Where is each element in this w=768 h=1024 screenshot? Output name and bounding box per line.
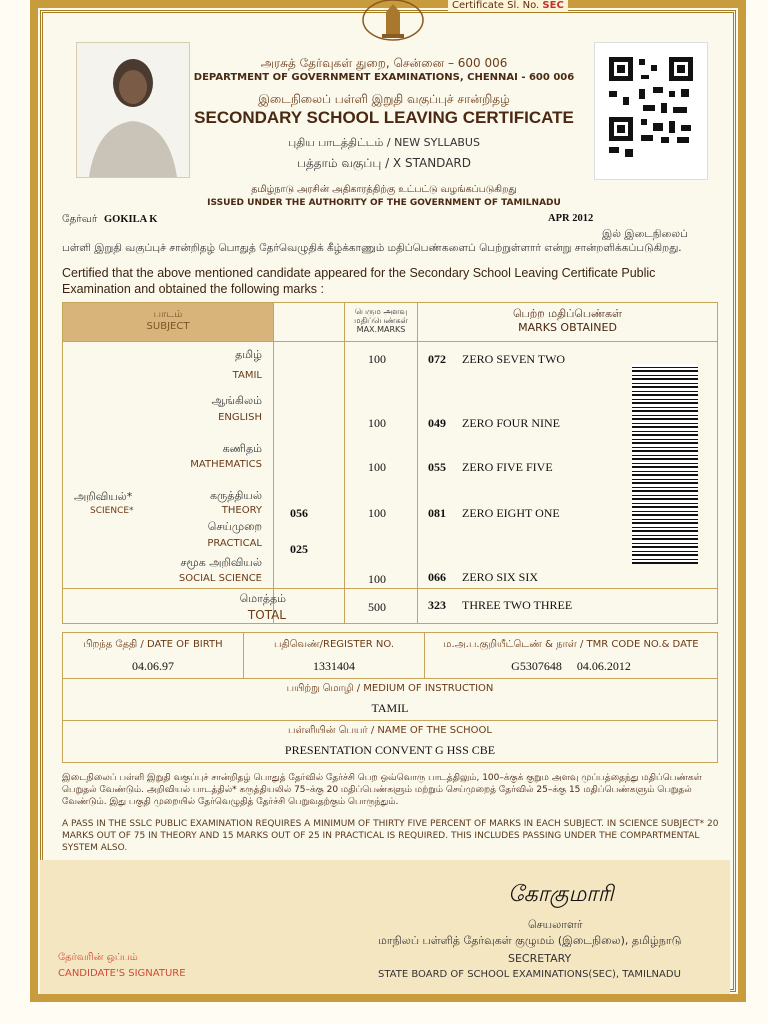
subject-theory-ta: கருத்தியல் (210, 489, 262, 502)
subject-social-ta: சமூக அறிவியல் (180, 556, 262, 569)
board-name-english: STATE BOARD OF SCHOOL EXAMINATIONS(SEC), TAMILNADU (378, 969, 681, 980)
standard: பத்தாம் வகுப்பு / X STANDARD (297, 156, 471, 170)
marks-total-words: THREE TWO THREE (462, 598, 573, 612)
subject-practical-ta: செய்முறை (207, 520, 262, 533)
marks-tamil: 072 (428, 352, 446, 366)
school-label: பள்ளியின் பெயர் / NAME OF THE SCHOOL (288, 725, 492, 736)
candidate-signature-label-english: CANDIDATE'S SIGNATURE (58, 968, 186, 979)
marks-social-words: ZERO SIX SIX (462, 570, 539, 584)
total-label-ta: மொத்தம் (239, 592, 286, 605)
subject-tamil-ta: தமிழ் (235, 348, 262, 361)
subject-tamil-en: TAMIL (232, 370, 262, 381)
total-label-en: TOTAL (247, 608, 286, 622)
register-label: பதிவெண்/REGISTER NO. (273, 639, 395, 650)
marks-maths: 055 (428, 460, 446, 474)
dept-name-english: DEPARTMENT OF GOVERNMENT EXAMINATIONS, CHENNAI - 600 006 (193, 72, 575, 83)
subject-practical-en: PRACTICAL (207, 538, 262, 549)
register-value: 1331404 (313, 659, 355, 673)
issued-authority-tamil: தமிழ்நாடு அரசின் அதிகாரத்திற்கு உட்பட்டு வழங்கப்படுகிறது (251, 184, 517, 195)
marks-total: 323 (428, 598, 446, 612)
marks-maths-words: ZERO FIVE FIVE (462, 460, 553, 474)
max-marks-header: பெரும அளவு மதிப்பெண்கள் MAX.MARKS (345, 303, 418, 342)
candidate-name: GOKILA K (104, 214, 158, 225)
syllabus: புதிய பாடத்திட்டம் / NEW SYLLABUS (288, 136, 480, 149)
certificate-serial: Certificate Sl. No. SEC (448, 0, 568, 11)
marks-english-words: ZERO FOUR NINE (462, 416, 560, 430)
subject-theory-en: THEORY (221, 505, 262, 516)
secretary-title-english: SECRETARY (508, 952, 572, 965)
subject-english-en: ENGLISH (218, 412, 262, 423)
subject-header: பாடம் SUBJECT (63, 303, 274, 342)
candidate-signature-label-tamil: தேர்வரின் ஒப்பம் (58, 952, 138, 963)
pass-rule-english: A PASS IN THE SSLC PUBLIC EXAMINATION REQUIRES A MINIMUM OF THIRTY FIVE PERCENT OF MARKS IN EACH SUBJECT. IN SCIENCE SUBJECT* 20 MARKS OUT OF 75 IN THEORY AND 15 MARKS OUT OF 25 IN PRACTICAL IS REQUIRED. THIS INCLUDES PASSING UNDER THE COMPARTMENTAL SYSTEM ALSO. (62, 819, 719, 853)
tmr-date: 04.06.2012 (576, 659, 631, 673)
science-label-en: SCIENCE* (90, 506, 134, 516)
subject-social-en: SOCIAL SCIENCE (178, 573, 262, 584)
declaration-tamil: தேர்வர் GOKILA K APR 2012 இல் இடைநிலைப் பள்ளி இறுதி வகுப்புச் சான்றிதழ் பொதுத் தேர்வெழுதிக் கீழ்க்காணும் மதிப்பெண்களைப் பெற்றுள்ளார் என்று சான்றளிக்கப்படுகிறது. (62, 213, 688, 254)
max-marks-english: 100 (368, 416, 386, 430)
tmr-code: G5307648 (511, 659, 562, 673)
pass-rule-tamil: இடைநிலைப் பள்ளி இறுதி வகுப்புச் சான்றிதழ் பொதுத் தேர்வில் தேர்ச்சி பெற ஒவ்வொரு பாடத்திலும், 100–க்குக் குறும அளவு முப்பத்தைந்து மதிப்பெண்கள் பெறுதல் வேண்டும். அறிவியல் பாடத்தில்* கருத்தியலில் 75–க்கு 20 மதிப்பெண்களும் மற்றும் செய்முறைத் தேர்வில் 25–க்கு 15 மதிப்பெண்களும் பெறுதல் வேண்டும். இது பகுதி முறையில் தேர்வெழுதித் தேர்ச்சி பெறுவதற்கும் பொருந்தும். (62, 773, 702, 807)
dob-label: பிறந்த தேதி / DATE OF BIRTH (83, 639, 223, 650)
candidate-info-table (62, 632, 718, 763)
max-marks-maths: 100 (368, 460, 386, 474)
marks-science-words: ZERO EIGHT ONE (462, 506, 560, 520)
subject-maths-ta: கணிதம் (222, 442, 262, 455)
secretary-title-tamil: செயலாளர் (528, 918, 583, 931)
subject-english-ta: ஆங்கிலம் (211, 394, 262, 407)
subject-maths-en: MATHEMATICS (190, 459, 262, 470)
page-title: SECONDARY SCHOOL LEAVING CERTIFICATE (194, 108, 574, 127)
government-emblem-icon (356, 0, 430, 52)
secretary-signature: கோகுமாரி (508, 882, 614, 907)
marks-tamil-words: ZERO SEVEN TWO (462, 352, 566, 366)
board-name-tamil: மாநிலப் பள்ளித் தேர்வுகள் குழுமம் (இடைநிலை), தமிழ்நாடு (378, 934, 682, 947)
max-marks-science: 100 (368, 506, 386, 520)
medium-label: பயிற்று மொழி / MEDIUM OF INSTRUCTION (286, 683, 494, 694)
tmr-label: ம.அ.ப.குறியீட்டெண் & நாள் / TMR CODE NO.& DATE (443, 639, 699, 650)
school-value: PRESENTATION CONVENT G HSS CBE (284, 743, 496, 757)
sub-marks-theory: 056 (290, 506, 308, 520)
declaration-english: Certified that the above mentioned candidate appeared for the Secondary School Leaving Certificate Public Examination and obtained the following marks : (62, 266, 656, 296)
marks-english: 049 (428, 416, 446, 430)
medium-value: TAMIL (371, 701, 409, 715)
exam-date: APR 2012 (548, 213, 594, 224)
max-marks-social: 100 (368, 572, 386, 586)
max-marks-tamil: 100 (368, 352, 386, 366)
barcode (632, 364, 698, 564)
dob-value: 04.06.97 (132, 659, 174, 673)
marks-social: 066 (428, 570, 446, 584)
marks-science: 081 (428, 506, 446, 520)
max-marks-total: 500 (368, 600, 386, 614)
marks-obtained-header: பெற்ற மதிப்பெண்கள் MARKS OBTAINED (418, 303, 718, 342)
dept-name-tamil: அரசுத் தேர்வுகள் துறை, சென்னை – 600 006 (260, 56, 508, 70)
science-label-ta: அறிவியல்* (74, 490, 133, 503)
issued-authority-english: ISSUED UNDER THE AUTHORITY OF THE GOVERNMENT OF TAMILNADU (207, 198, 561, 208)
sub-marks-practical: 025 (290, 542, 308, 556)
title-tamil: இடைநிலைப் பள்ளி இறுதி வகுப்புச் சான்றிதழ் (258, 92, 510, 106)
